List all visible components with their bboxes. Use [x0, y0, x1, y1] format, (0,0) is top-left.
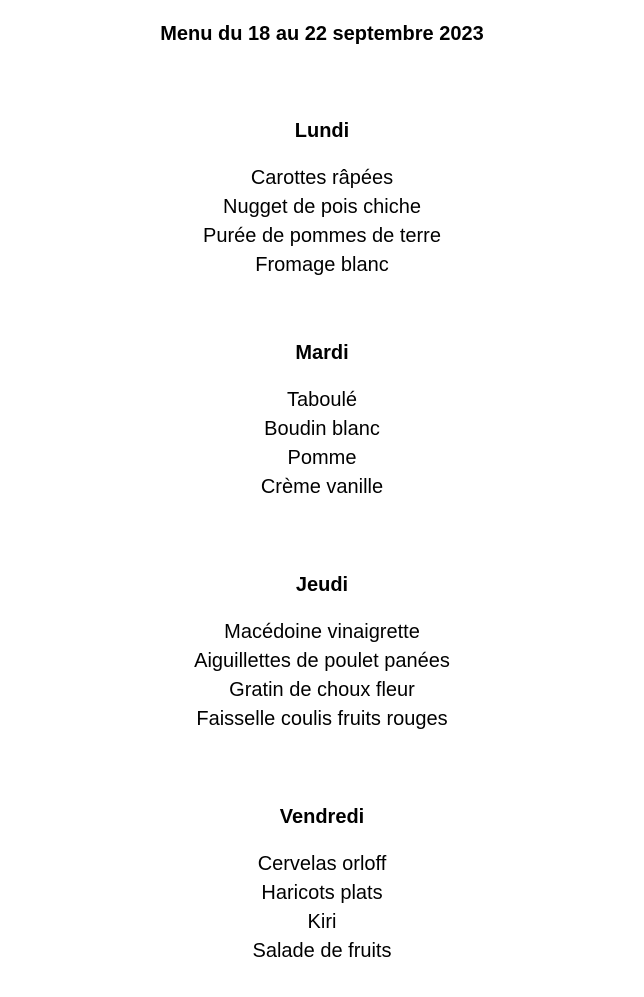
day-section-jeudi [0, 572, 644, 734]
day-heading: Mardi [295, 342, 349, 364]
dish-item: Cervelas orloff [257, 853, 387, 875]
dish-item: Faisselle coulis fruits rouges [196, 708, 448, 730]
dish-list [0, 164, 644, 280]
dish-item: Taboulé [286, 389, 358, 411]
day-section-mardi [0, 340, 644, 502]
dish-item: Boudin blanc [264, 418, 380, 440]
dish-list [0, 386, 644, 502]
dish-item: Salade de fruits [252, 940, 392, 962]
dish-item: Haricots plats [261, 882, 383, 904]
dish-item: Fromage blanc [255, 254, 389, 276]
dish-item: Aiguillettes de poulet panées [194, 650, 450, 672]
dish-item: Macédoine vinaigrette [224, 621, 420, 643]
day-section-vendredi [0, 804, 644, 966]
day-heading: Vendredi [279, 806, 365, 828]
day-section-lundi [0, 118, 644, 280]
dish-item: Nugget de pois chiche [223, 196, 421, 218]
dish-item: Purée de pommes de terre [203, 225, 441, 247]
dish-item: Gratin de choux fleur [229, 679, 415, 701]
dish-item: Carottes râpées [250, 167, 394, 189]
dish-item: Pomme [287, 447, 357, 469]
day-heading: Lundi [294, 120, 350, 142]
dish-item: Crème vanille [260, 476, 384, 498]
day-heading: Jeudi [295, 574, 349, 596]
dish-list [0, 618, 644, 734]
dish-list [0, 850, 644, 966]
page-title: Menu du 18 au 22 septembre 2023 [160, 23, 484, 45]
dish-item: Kiri [307, 911, 337, 933]
